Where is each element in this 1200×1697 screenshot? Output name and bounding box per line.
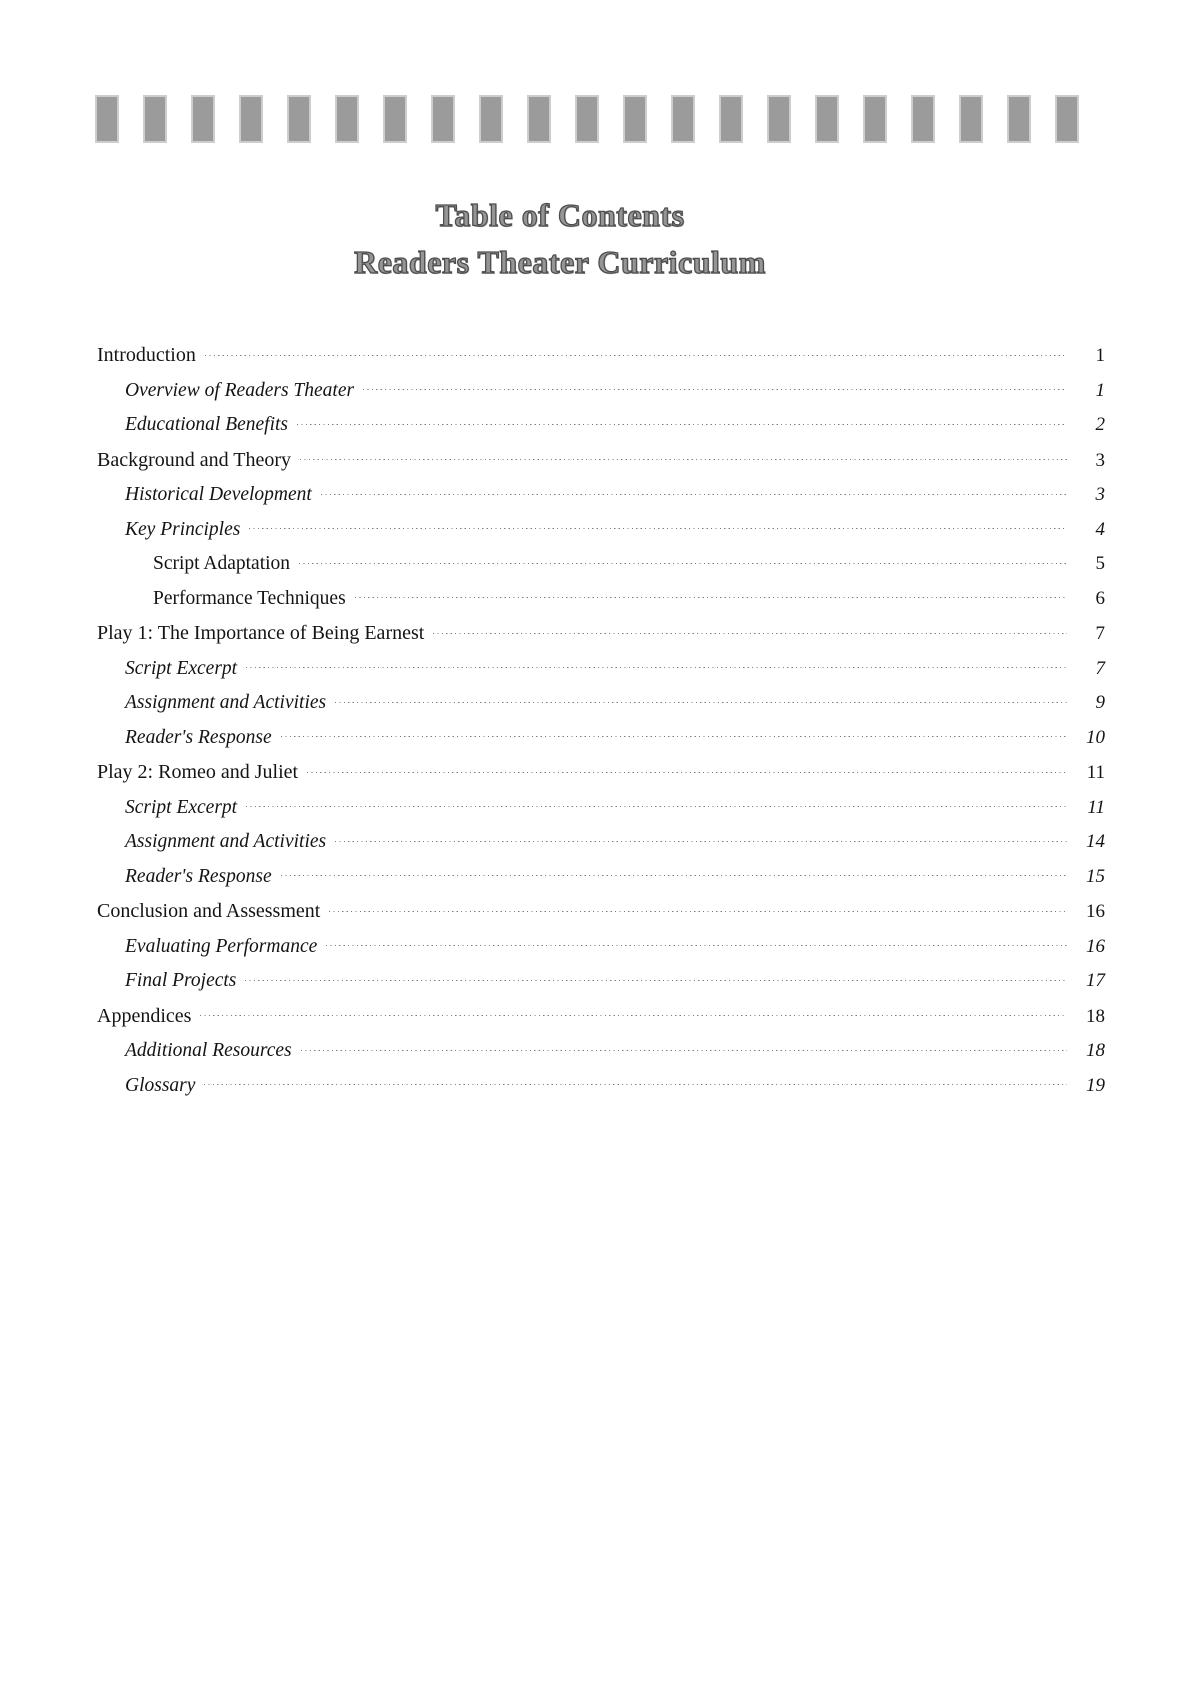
dotted-leader	[433, 632, 1067, 634]
toc-entry	[97, 622, 1105, 645]
toc-entry-label: Evaluating Performance	[125, 935, 318, 957]
toc-entry-label: Assignment and Activities	[125, 692, 327, 713]
toc-entry-label: Performance Techniques	[153, 587, 346, 609]
toc-entry	[97, 1005, 1105, 1028]
toc-entry-label: Script Excerpt	[125, 657, 238, 679]
dotted-leader	[200, 1015, 1067, 1017]
decorative-square	[95, 95, 119, 143]
toc-entry	[97, 692, 1105, 714]
dotted-leader	[246, 667, 1067, 669]
toc-entry	[97, 380, 1105, 402]
decorative-square	[767, 95, 791, 143]
decorative-square	[959, 95, 983, 143]
toc-entry-label: Assignment and Activities	[125, 831, 327, 852]
toc-entry-label: Glossary	[125, 1074, 196, 1096]
toc-entry-page: 6	[1095, 587, 1105, 609]
toc-entry-page: 11	[1087, 796, 1105, 818]
dotted-leader	[363, 389, 1067, 391]
toc-entry-page: 1	[1095, 345, 1105, 366]
toc-entry-label: Key Principles	[125, 518, 241, 540]
toc-entry	[97, 831, 1105, 853]
dotted-leader	[281, 875, 1067, 877]
toc-entry	[97, 797, 1105, 819]
toc-entry-label: Script Excerpt	[125, 796, 238, 818]
toc-entry-label: Play 2: Romeo and Juliet	[97, 761, 299, 783]
toc-entry-label: Overview of Readers Theater	[125, 379, 355, 401]
toc-entry	[97, 658, 1105, 680]
decorative-square	[335, 95, 359, 143]
decorative-square	[863, 95, 887, 143]
toc-entry-page: 16	[1086, 935, 1105, 957]
dotted-leader	[335, 840, 1067, 842]
toc-entry-page: 5	[1095, 553, 1105, 574]
toc-entry	[97, 761, 1105, 784]
dotted-leader	[297, 423, 1067, 425]
toc-entry	[97, 449, 1105, 472]
decorative-square	[287, 95, 311, 143]
decorative-square	[815, 95, 839, 143]
toc-entry-label: Reader's Response	[125, 726, 272, 748]
curriculum-subtitle: Readers Theater Curriculum	[354, 244, 766, 280]
dotted-leader	[335, 701, 1067, 703]
dotted-leader	[204, 1084, 1067, 1086]
decorative-square	[479, 95, 503, 143]
decorative-square	[143, 95, 167, 143]
decorative-square	[191, 95, 215, 143]
toc-entry	[97, 344, 1105, 367]
toc-entry	[97, 484, 1105, 506]
toc-entry-page: 19	[1086, 1074, 1105, 1096]
dotted-leader	[281, 736, 1067, 738]
toc-entry	[97, 900, 1105, 923]
toc-entry-page: 15	[1086, 865, 1105, 887]
toc-entry-page: 11	[1086, 762, 1105, 783]
toc-entry-page: 9	[1095, 692, 1105, 713]
toc-entry-page: 2	[1095, 414, 1105, 435]
toc-entry-label: Script Adaptation	[153, 553, 291, 574]
decorative-square	[431, 95, 455, 143]
toc-entry	[97, 1075, 1105, 1097]
toc-entry	[97, 866, 1105, 888]
toc-entry-page: 17	[1086, 970, 1105, 991]
dotted-leader	[307, 771, 1067, 773]
toc-entry-page: 7	[1095, 657, 1105, 679]
toc-entry	[97, 588, 1105, 610]
dotted-leader	[300, 459, 1067, 461]
toc-entry-page: 4	[1095, 518, 1105, 540]
toc-entry	[97, 414, 1105, 436]
dotted-leader	[326, 945, 1067, 947]
toc-entry-page: 3	[1095, 449, 1105, 471]
dotted-leader	[301, 1049, 1067, 1051]
toc-entry-label: Additional Resources	[125, 1040, 292, 1061]
toc-entry	[97, 553, 1105, 575]
decorative-square	[527, 95, 551, 143]
toc-entry-label: Conclusion and Assessment	[97, 900, 321, 922]
decorative-square	[671, 95, 695, 143]
toc-entry-page: 14	[1086, 831, 1105, 852]
toc-entry-label: Appendices	[97, 1004, 192, 1027]
toc-entry-page: 3	[1095, 484, 1105, 505]
toc-list	[97, 344, 1105, 1109]
dotted-leader	[355, 597, 1067, 599]
dotted-leader	[249, 528, 1067, 530]
decorative-square	[911, 95, 935, 143]
dotted-leader	[246, 806, 1067, 808]
toc-entry	[97, 936, 1105, 958]
decorative-square	[1055, 95, 1079, 143]
toc-entry-page: 16	[1086, 901, 1105, 922]
toc-entry-page: 18	[1086, 1005, 1105, 1027]
decorative-square	[575, 95, 599, 143]
toc-entry-page: 10	[1086, 726, 1105, 748]
toc-entry-label: Historical Development	[125, 484, 312, 505]
decorative-square-band	[95, 95, 1079, 143]
toc-entry-label: Final Projects	[125, 970, 237, 991]
toc-entry-page: 18	[1086, 1040, 1105, 1061]
toc-entry-page: 7	[1095, 623, 1105, 644]
toc-entry-page: 1	[1095, 379, 1105, 401]
decorative-square	[1007, 95, 1031, 143]
toc-entry-label: Educational Benefits	[125, 414, 289, 435]
toc-entry-label: Introduction	[97, 344, 196, 366]
toc-entry	[97, 519, 1105, 541]
dotted-leader	[329, 910, 1067, 912]
decorative-square	[719, 95, 743, 143]
page-title-block	[0, 192, 1120, 286]
dotted-leader	[205, 354, 1067, 356]
toc-entry-label: Background and Theory	[97, 448, 292, 471]
dotted-leader	[299, 562, 1067, 564]
toc-entry	[97, 970, 1105, 992]
dotted-leader	[321, 493, 1067, 495]
decorative-square	[383, 95, 407, 143]
decorative-square	[623, 95, 647, 143]
toc-entry-label: Reader's Response	[125, 865, 272, 887]
decorative-square	[239, 95, 263, 143]
toc-title: Table of Contents	[435, 197, 685, 233]
toc-entry	[97, 727, 1105, 749]
dotted-leader	[245, 979, 1067, 981]
toc-entry-label: Play 1: The Importance of Being Earnest	[97, 622, 425, 644]
toc-entry	[97, 1040, 1105, 1062]
